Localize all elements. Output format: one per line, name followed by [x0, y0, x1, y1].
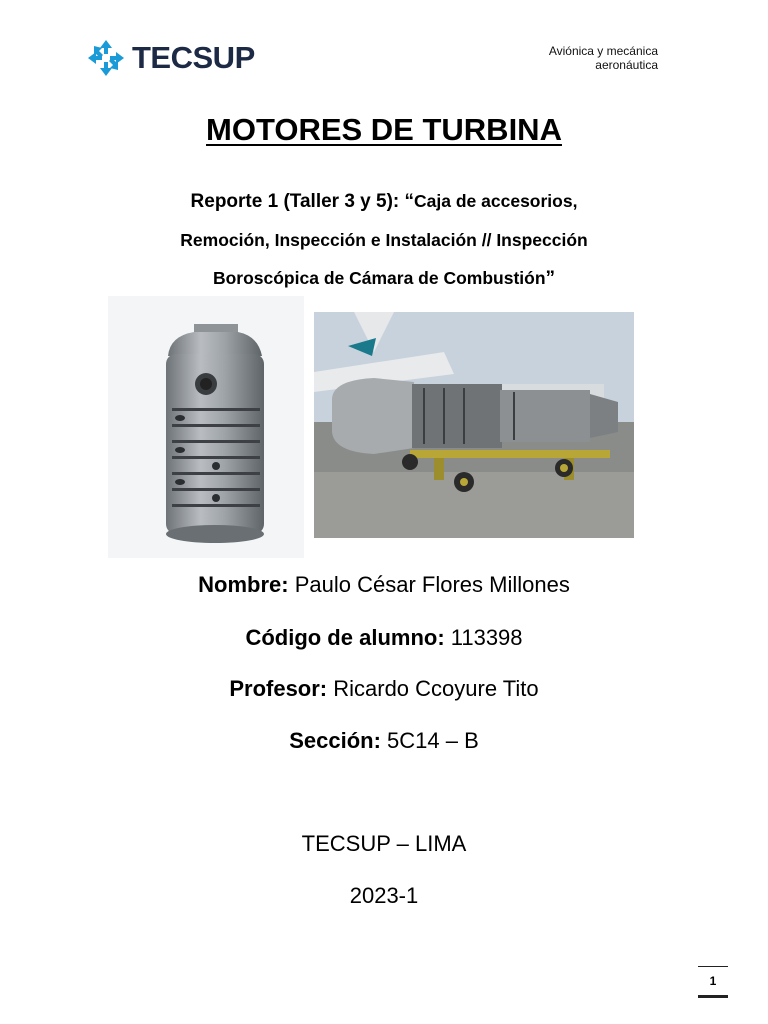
- student-name-value: Paulo César Flores Millones: [288, 572, 570, 597]
- professor-value: Ricardo Ccoyure Tito: [327, 676, 539, 701]
- student-code: [0, 625, 768, 651]
- report-subtitle: [60, 182, 708, 298]
- department-line-1: Aviónica y mecánica: [548, 44, 658, 58]
- combustion-chamber-illustration: [108, 296, 304, 558]
- section: [0, 728, 768, 754]
- subtitle-line-2: Remoción, Inspección e Instalación // Inspección: [180, 230, 588, 250]
- professor: [0, 676, 768, 702]
- turbine-engine-photo: [314, 312, 634, 538]
- department-line-2: aeronáutica: [595, 58, 658, 72]
- page-number: 1: [698, 966, 728, 998]
- student-name-label: Nombre:: [198, 572, 289, 597]
- tecsup-logo: [86, 38, 266, 82]
- combustion-chamber-photo: [108, 296, 304, 558]
- institution-location: TECSUP – LIMA: [301, 831, 467, 856]
- logo-text: TECSUP: [132, 40, 255, 75]
- subtitle-line-1-rest: Caja de accesorios,: [414, 191, 578, 211]
- tecsup-logo-icon: [86, 38, 126, 78]
- student-name: [0, 572, 768, 598]
- section-label: Sección:: [289, 728, 381, 753]
- subtitle-line-3: [60, 259, 708, 298]
- professor-label: Profesor:: [229, 676, 328, 701]
- student-code-label: Código de alumno:: [245, 625, 445, 650]
- subtitle-close-quote: ”: [545, 268, 556, 289]
- student-code-value: 113398: [444, 625, 523, 650]
- department-label: [549, 44, 658, 72]
- subtitle-lead: Reporte 1 (Taller 3 y 5): “: [190, 191, 415, 212]
- document-title: MOTORES DE TURBINA: [206, 112, 562, 147]
- subtitle-line-1: [60, 182, 708, 221]
- turbine-engine-illustration: [314, 312, 634, 538]
- section-value: 5C14 – B: [380, 728, 479, 753]
- subtitle-line-3-text: Boroscópica de Cámara de Combustión: [212, 268, 546, 288]
- academic-period: 2023-1: [349, 883, 419, 908]
